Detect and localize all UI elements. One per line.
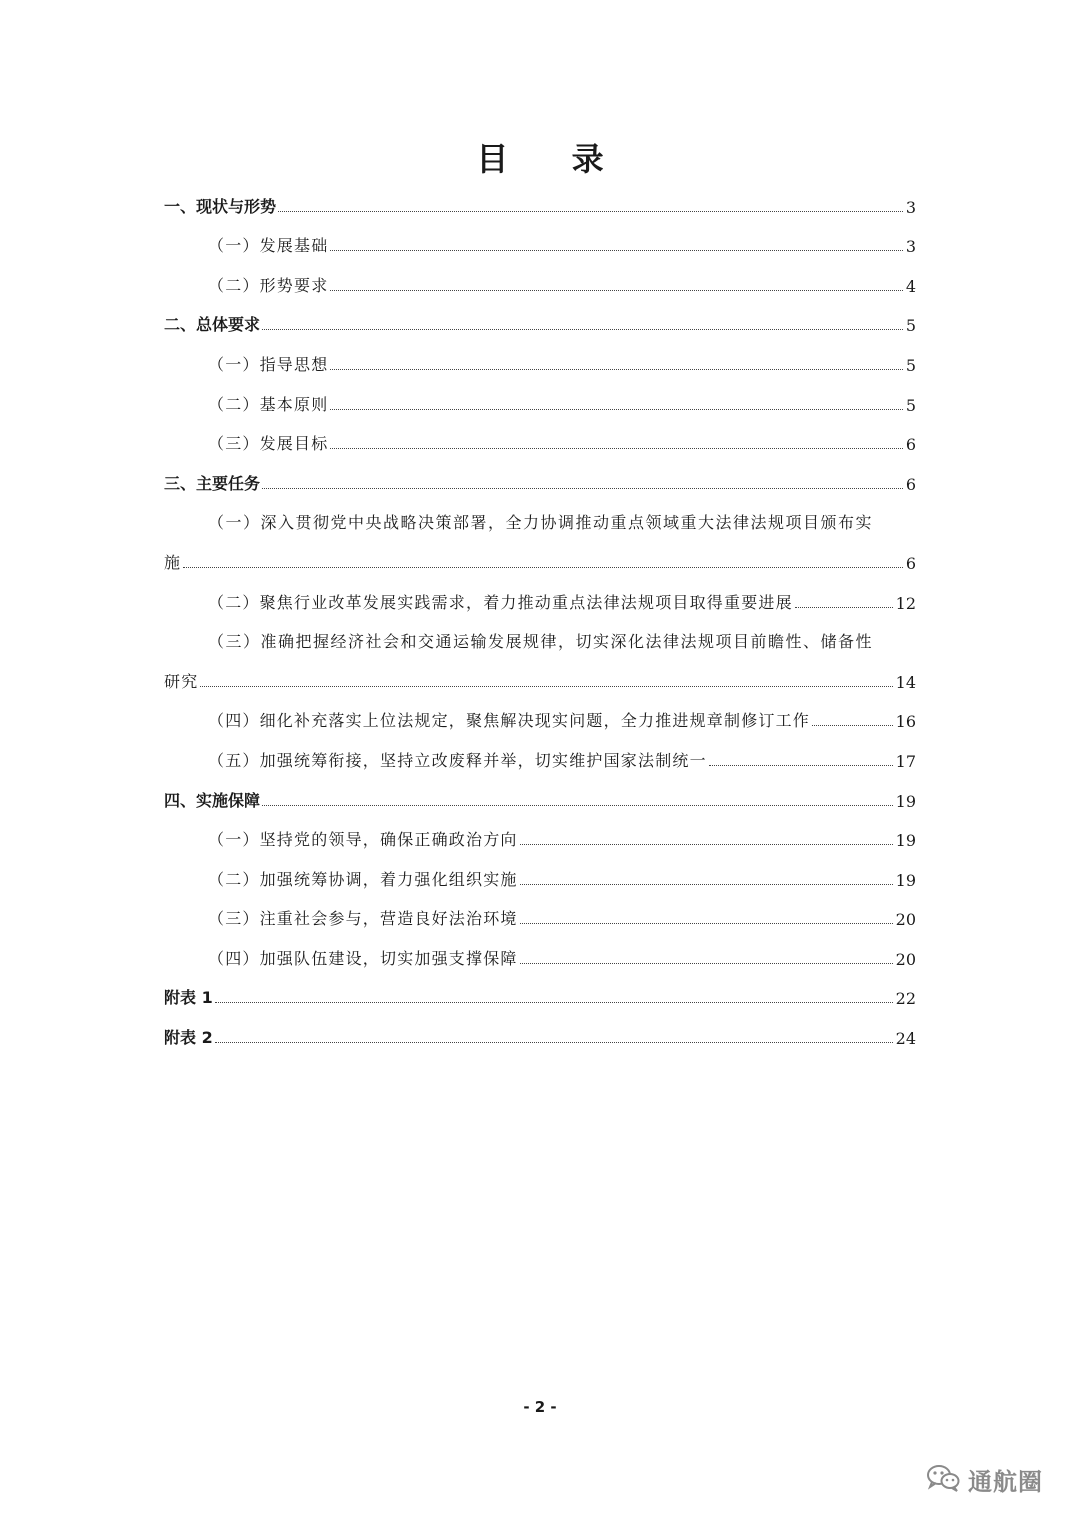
dot-leader — [520, 884, 893, 885]
toc-entry-page: 14 — [895, 672, 916, 692]
dot-leader — [520, 844, 893, 845]
toc-entry[interactable] — [164, 652, 916, 692]
toc-entry-label: （一）指导思想 — [208, 354, 329, 374]
toc-entry-label: （二）加强统筹协调，着力强化组织实施 — [208, 869, 518, 889]
dot-leader — [215, 1002, 893, 1003]
dot-leader — [330, 250, 902, 251]
toc-entry-page: 20 — [895, 949, 916, 969]
toc-entry-label: 一、现状与形势 — [164, 196, 277, 216]
toc-entry-page: 12 — [895, 593, 916, 613]
toc-entry[interactable] — [164, 533, 916, 573]
toc-entry[interactable] — [164, 929, 916, 969]
toc-entry[interactable] — [164, 335, 916, 375]
page-number: - 2 - — [523, 1398, 557, 1416]
toc-entry[interactable] — [164, 415, 916, 455]
toc-entry-page: 17 — [895, 751, 916, 771]
toc-entry-page: 5 — [905, 355, 916, 375]
wechat-icon — [926, 1464, 960, 1496]
toc-entry-page: 6 — [905, 553, 916, 573]
toc-entry[interactable] — [164, 375, 916, 415]
dot-leader — [330, 448, 902, 449]
toc-entry-page: 19 — [895, 831, 916, 851]
watermark — [926, 1462, 1043, 1497]
dot-leader — [330, 409, 902, 410]
toc-entry[interactable] — [164, 296, 916, 336]
toc-entry[interactable] — [164, 177, 916, 217]
toc-entry-page: 22 — [895, 989, 916, 1009]
toc-entry[interactable] — [164, 890, 916, 930]
dot-leader — [262, 329, 903, 330]
toc-entry-label: 二、总体要求 — [164, 315, 261, 335]
toc-entry-label-line1[interactable]: （一）深入贯彻党中央战略决策部署，全力协调推动重点领域重大法律法规项目颁布实 — [208, 513, 874, 533]
toc-entry[interactable] — [164, 573, 916, 613]
toc-entry-label-line1[interactable]: （三）准确把握经济社会和交通运输发展规律，切实深化法律法规项目前瞻性、储备性 — [208, 632, 874, 652]
toc-entry[interactable] — [164, 1008, 916, 1048]
toc-entry-page: 3 — [905, 197, 916, 217]
toc-entry[interactable] — [164, 771, 916, 811]
toc-entry[interactable] — [164, 969, 916, 1009]
toc-entry-label: 三、主要任务 — [164, 473, 261, 493]
toc-entry-label: （一）坚持党的领导，确保正确政治方向 — [208, 830, 518, 850]
toc-entry-page: 5 — [905, 316, 916, 336]
toc-entry-label-line2: 施 — [164, 552, 182, 572]
toc-entry-label: （三）发展目标 — [208, 434, 329, 454]
toc-entry-label-line2: 研究 — [164, 671, 199, 691]
dot-leader — [330, 290, 902, 291]
toc-entry-page: 19 — [895, 791, 916, 811]
dot-leader — [183, 567, 903, 568]
toc-entry-label: 附表 2 — [164, 1028, 213, 1048]
toc-entry-page: 19 — [895, 870, 916, 890]
toc-entry-label: 附表 1 — [164, 988, 213, 1008]
toc-entry[interactable] — [164, 256, 916, 296]
toc-entry-label: （四）加强队伍建设，切实加强支撑保障 — [208, 948, 518, 968]
toc-entry-label: （五）加强统筹衔接，坚持立改废释并举，切实维护国家法制统一 — [208, 750, 707, 770]
toc-entry-label: （三）注重社会参与，营造良好法治环境 — [208, 909, 518, 929]
dot-leader — [262, 805, 893, 806]
toc-entry-page: 24 — [895, 1029, 916, 1049]
toc-entry-page: 4 — [905, 276, 916, 296]
toc-entry[interactable] — [164, 731, 916, 771]
dot-leader — [812, 725, 893, 726]
toc-entry[interactable] — [164, 454, 916, 494]
toc-entry[interactable] — [164, 217, 916, 257]
toc-entry-label: 四、实施保障 — [164, 790, 261, 810]
toc-entry-label: （四）细化补充落实上位法规定，聚焦解决现实问题，全力推进规章制修订工作 — [208, 711, 811, 731]
toc-entry-page: 3 — [905, 237, 916, 257]
dot-leader — [215, 1042, 893, 1043]
dot-leader — [200, 686, 892, 687]
toc-entry-label: （二）形势要求 — [208, 275, 329, 295]
toc-entry-label: （一）发展基础 — [208, 236, 329, 256]
toc-entry-page: 6 — [905, 474, 916, 494]
dot-leader — [262, 488, 903, 489]
page-title: 目 录 — [476, 140, 630, 178]
dot-leader — [520, 923, 893, 924]
toc-entry-page: 20 — [895, 910, 916, 930]
dot-leader — [330, 369, 902, 370]
toc-entry-page: 5 — [905, 395, 916, 415]
table-of-contents — [164, 177, 916, 1048]
watermark-text: 通航圈 — [968, 1468, 1043, 1496]
toc-entry-page: 6 — [905, 435, 916, 455]
toc-entry-label: （二）基本原则 — [208, 394, 329, 414]
toc-entry[interactable] — [164, 850, 916, 890]
toc-entry[interactable] — [164, 811, 916, 851]
toc-entry[interactable] — [164, 692, 916, 732]
dot-leader — [709, 765, 893, 766]
dot-leader — [795, 607, 893, 608]
toc-entry-label: （二）聚焦行业改革发展实践需求，着力推动重点法律法规项目取得重要进展 — [208, 592, 793, 612]
toc-entry-page: 16 — [895, 712, 916, 732]
dot-leader — [520, 963, 893, 964]
dot-leader — [278, 211, 903, 212]
